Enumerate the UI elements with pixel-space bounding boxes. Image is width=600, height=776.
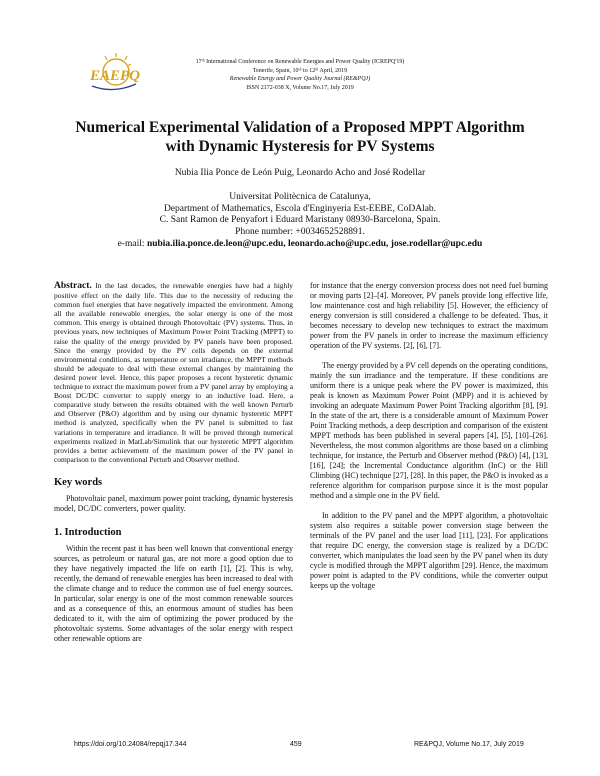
conference-header — [150, 58, 450, 92]
logo-lettering: EAEPQ — [90, 68, 140, 84]
conference-location: Tenerife, Spain, 10ᵗʰ to 12ᵗʰ April, 2019 — [252, 67, 348, 74]
email-label: e-mail: — [117, 238, 147, 249]
affiliation-emails — [40, 239, 560, 251]
affiliation-address: C. Sant Ramon de Penyafort i Eduard Maristany 08930-Barcelona, Spain. — [159, 215, 441, 226]
affiliation-department: Department of Mathematics, Escola d'Enginyeria Est-EEBE, CoDAlab. — [163, 203, 437, 214]
keywords-text: Photovoltaic panel, maximum power point tracking, dynamic hysteresis model, DC/DC converters, power quality. — [54, 493, 293, 513]
introduction-paragraph: Within the recent past it has been well known that conventional energy sources, as petroleum or natural gas, are not more a good option due to they have negatively impacted the life on earth [1], [2]. This is why, recently, the demand of renewable energies has been increased to deal with the climate change and to reduce the common use of fuel energy sources. In particular, solar energy is one of the most common renewable sources and as a consequence of this, an enormous amount of studies has been dedicated to it, with the aim of optimizing the power produced by the photovoltaic systems. Some advantages of the solar energy with respect other renewable options are — [54, 543, 293, 644]
title-line: Numerical Experimental Validation of a Proposed MPPT Algorithm — [75, 119, 525, 136]
abstract-heading: Abstract. — [54, 281, 92, 291]
body-paragraph: In addition to the PV panel and the MPPT algorithm, a photovoltaic system also requires a suitable power conversion stage between the terminals of the PV panel and the user load [11], [23]. For applications that require DC energy, the conversion stage is realized by a DC/DC converter, which manipulates the load seen by the PV panel when its duty cycle is modified through the MPPT algorithm [29]. Hence, the maximum power point is adapted to the PV conditions, while the converter output keeps up the voltage — [310, 511, 548, 591]
introduction-heading: 1. Introduction — [54, 526, 122, 538]
footer-doi-link[interactable]: https://doi.org/10.24084/repqj17.344 — [74, 741, 187, 748]
body-paragraph: The energy provided by a PV cell depends on the operating conditions, mainly the sun irradiance and the temperature. If these conditions are uniform there is a unique peak where the PV power is maximized, this peak is known as Maximum Power Point (MPP) and it is achieved by invoking an adequate Maximum Power Point Tracking algorithm [8], [9]. In the state of the art, there is a considerable amount of Maximum Power Point Tracking methods, a deep description and comparison of the existent MPPT methods has been published in several papers [4], [5], [10]–[26]. Nevertheless, the most common algorithms are those based on a climbing technique, for instance, the Perturb and Observer method (P&O) [4], [13], [16], [24]; the Incremental Conductance algorithm (InC) or the Hill Climbing (HC) technique [27], [28]. In this paper, the P&O is invoked as a reference algorithm for comparison purpose since it is the most popular method and a simple one in the PV field. — [310, 361, 548, 501]
footer-journal-info: RE&PQJ, Volume No.17, July 2019 — [414, 741, 524, 748]
abstract — [54, 281, 293, 464]
email-addresses[interactable]: nubia.ilia.ponce.de.leon@upc.edu, leonardo.acho@upc.edu, jose.rodellar@upc.edu — [146, 238, 483, 249]
right-column — [310, 281, 548, 601]
left-column — [54, 281, 293, 644]
conference-name: 17ᵗʰ International Conference on Renewable Energies and Power Quality (ICREPQ'19) — [195, 59, 405, 65]
footer-page-number: 459 — [290, 741, 302, 748]
paper-authors: Nubia Ilia Ponce de León Puig, Leonardo Acho and José Rodellar — [174, 168, 426, 178]
affiliation-university: Universitat Politècnica de Catalunya, — [229, 192, 371, 202]
journal-name: Renewable Energy and Power Quality Journal (RE&PQJ) — [229, 76, 371, 82]
paper-title — [40, 118, 560, 156]
abstract-text: In the last decades, the renewable energies have had a highly positive effect on the daily life. This due to the necessity of reducing the common fuel energies that have negatively impacted the environment. Among all the available renewable energies, the solar energy is one of the most common. This energy is obtained through Photovoltaic (PV) systems. Thus, in previous years, new techniques of Maximum Power Point Tracking (MPPT) to raise the quality of the energy provided by PV panels have been proposed. Since the energy provided by the PV cells depends on the external environmental conditions, as temperature or sun irradiance, the MPPT methods should be adequate to deal with these external changes by maintaining the desired power level. Hence, this paper proposes a recent hysteretic dynamic technique to extract the maximum power from a PV panel array by employing a Boost DC/DC converter to supply energy to an inductive load. Here, a comparative study between the results obtained with the well known Perturb and Observer (P&O) algorithm and by using our dynamic hysteretic MPPT method is analyzed, specifically when the PV panel is submitted to fast variations in temperature and irradiance. It will be proved through numerical experiments realized in MatLab/Simulink that our hysteretic MPPT algorithm provides a better achievement of the maximum power of the PV panel in comparison to the conventional Perturb and Observer method. — [54, 281, 294, 464]
author-affiliation — [40, 192, 560, 251]
journal-issn: ISSN 2172-038 X, Volume No.17, July 2019 — [246, 84, 354, 91]
affiliation-phone: Phone number: +0034652528891. — [235, 227, 365, 238]
conference-logo — [86, 50, 140, 96]
title-line: with Dynamic Hysteresis for PV Systems — [165, 138, 435, 155]
body-paragraph: for instance that the energy conversion process does not need fuel burning or moving parts [2]–[4]. Moreover, PV panels provide long effective life, low maintenance cost and high reliability [5]. However, the efficiency of energy conversion is still considered a challenge to be defeated. Thus, it becomes necessary to develop new techniques to extract the maximum power from the PV panels in order to increase the maximum efficiency operation of the PV systems. [2], [6], [7]. — [310, 281, 548, 351]
keywords-heading: Key words — [54, 476, 103, 488]
